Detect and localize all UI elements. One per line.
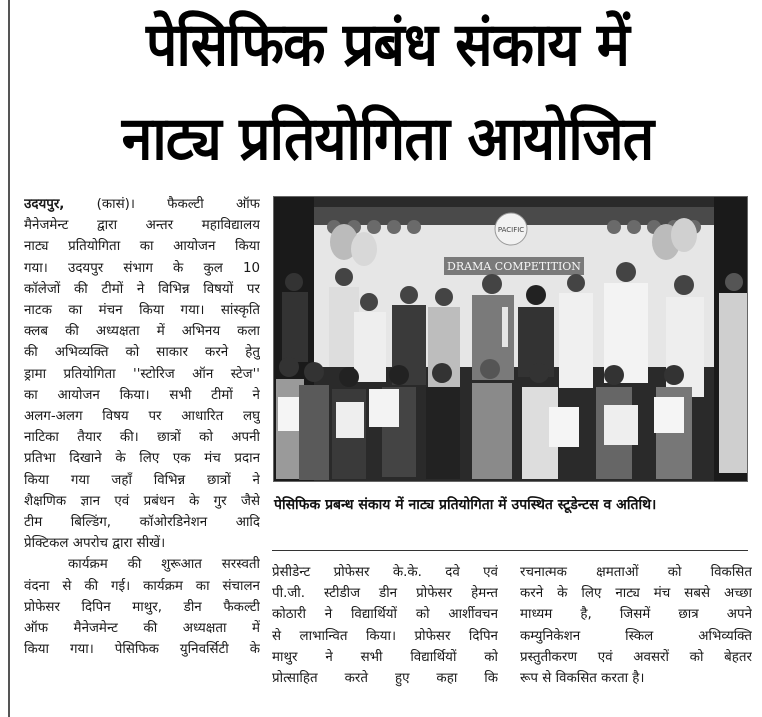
article-column-3 — [520, 562, 752, 689]
body-line: प्रेक्टिकल अपरोच द्वारा सीखें। — [24, 536, 166, 552]
body-line: रचनात्मक क्षमताओं को विकसित — [520, 565, 752, 580]
body-line: ऑफ मैनेजमेन्ट की अध्यक्षता में — [24, 621, 260, 637]
body-line: कार्यक्रम की शुरूआत सरस्वती — [68, 557, 260, 573]
body-line: रूप से विकसित करता है। — [520, 671, 645, 687]
body-line: प्रस्तुतीकरण एवं अवसरों को बेहतर — [520, 649, 752, 665]
body-line: ड्रामा प्रतियोगिता ''स्टोरिज ऑन स्टेज'' — [24, 366, 260, 382]
certificate — [336, 402, 364, 438]
article-column-1 — [24, 194, 260, 660]
column-border-line — [8, 0, 10, 717]
headline-line-1: पेसिफिक प्रबंध संकाय में — [146, 10, 629, 80]
body-line: नाट्य प्रतियोगिता का आयोजन किया — [24, 239, 260, 255]
trophy-icon — [502, 307, 508, 347]
body-line: माथुर ने सभी विद्यार्थियों को — [272, 649, 498, 665]
body-line: नाटिका तैयार की। छात्रों को अपनी — [24, 430, 260, 446]
certificate — [369, 389, 399, 427]
body-line: क्लब की अध्यक्षता में अभिनय कला — [24, 324, 260, 340]
photo-caption: पेसिफिक प्रबन्ध संकाय में नाट्य प्रतियोगिता में उपस्थित स्टूडेन्टस व अतिथि। — [274, 497, 657, 513]
certificate — [654, 397, 684, 433]
banner-text: DRAMA COMPETITION — [447, 260, 581, 273]
body-line: प्रेसीडेन्ट प्रोफेसर के.के. दवे एवं — [272, 565, 498, 580]
body-line — [24, 194, 260, 215]
body-line: किया गया। पेसिफिक युनिवर्सिटी के — [24, 642, 260, 658]
body-line: शैक्षणिक ज्ञान एवं प्रबंधन के गुर जैसे — [24, 493, 260, 509]
body-line: प्रोफेसर दिपिन माथुर, डीन फैकल्टी — [24, 599, 260, 615]
body-line: कॉलेजों की टीमों ने विभिन्न विषयों पर — [24, 281, 260, 297]
body-line: नाटक का मंचन किया गया। सांस्कृति — [24, 303, 260, 319]
body-line: कम्युनिकेशन स्किल अभिव्यक्ति — [520, 628, 752, 644]
group-photo-image — [274, 197, 748, 482]
body-line: से लाभान्वित किया। प्रोफेसर दिपिन — [272, 628, 498, 644]
article-column-2 — [272, 562, 498, 689]
certificate — [604, 405, 638, 445]
event-photo — [273, 196, 748, 482]
headline-line-2: नाट्य प्रतियोगिता आयोजित — [121, 104, 654, 174]
body-line: करने के लिए नाट्य मंच सबसे अच्छा — [520, 586, 752, 602]
body-line: गया। उदयपुर संभाग के कुल 10 — [24, 260, 260, 276]
body-line: कोठारी ने विद्यार्थियों को आर्शीवचन — [272, 607, 498, 623]
body-line: पी.जी. स्टीडीज डीन प्रोफेसर हेमन्त — [272, 586, 498, 602]
body-text: (कासं)। फैकल्टी ऑफ — [96, 197, 260, 212]
body-line: प्रोत्साहित करते हुए कहा कि — [272, 671, 498, 687]
body-line: किया गया जहाँ विभिन्न छात्रों ने — [24, 472, 260, 488]
body-line: टीम बिल्डिंग, कॉओरडिनेशन आदि — [24, 515, 260, 531]
body-line: माध्यम है, जिसमें छात्र अपने — [520, 607, 752, 623]
body-line: वंदना से की गई। कार्यक्रम का संचालन — [24, 578, 260, 594]
caption-divider — [272, 550, 748, 551]
certificate — [549, 407, 579, 447]
banner-logo-text: PACIFIC — [497, 226, 525, 234]
dateline: उदयपुर, — [24, 197, 65, 212]
body-line: अलग-अलग विषय पर आधारित लघु — [24, 409, 260, 425]
body-line: मैनेजमेन्ट द्वारा अन्तर महाविद्यालय — [24, 218, 260, 234]
body-line: की अभिव्यक्ति को साकार करने हेतु — [24, 345, 260, 361]
body-line: प्रतिभा दिखाने के लिए एक मंच प्रदान — [24, 451, 260, 467]
body-line: का आयोजन किया। सभी टीमों ने — [24, 387, 260, 403]
